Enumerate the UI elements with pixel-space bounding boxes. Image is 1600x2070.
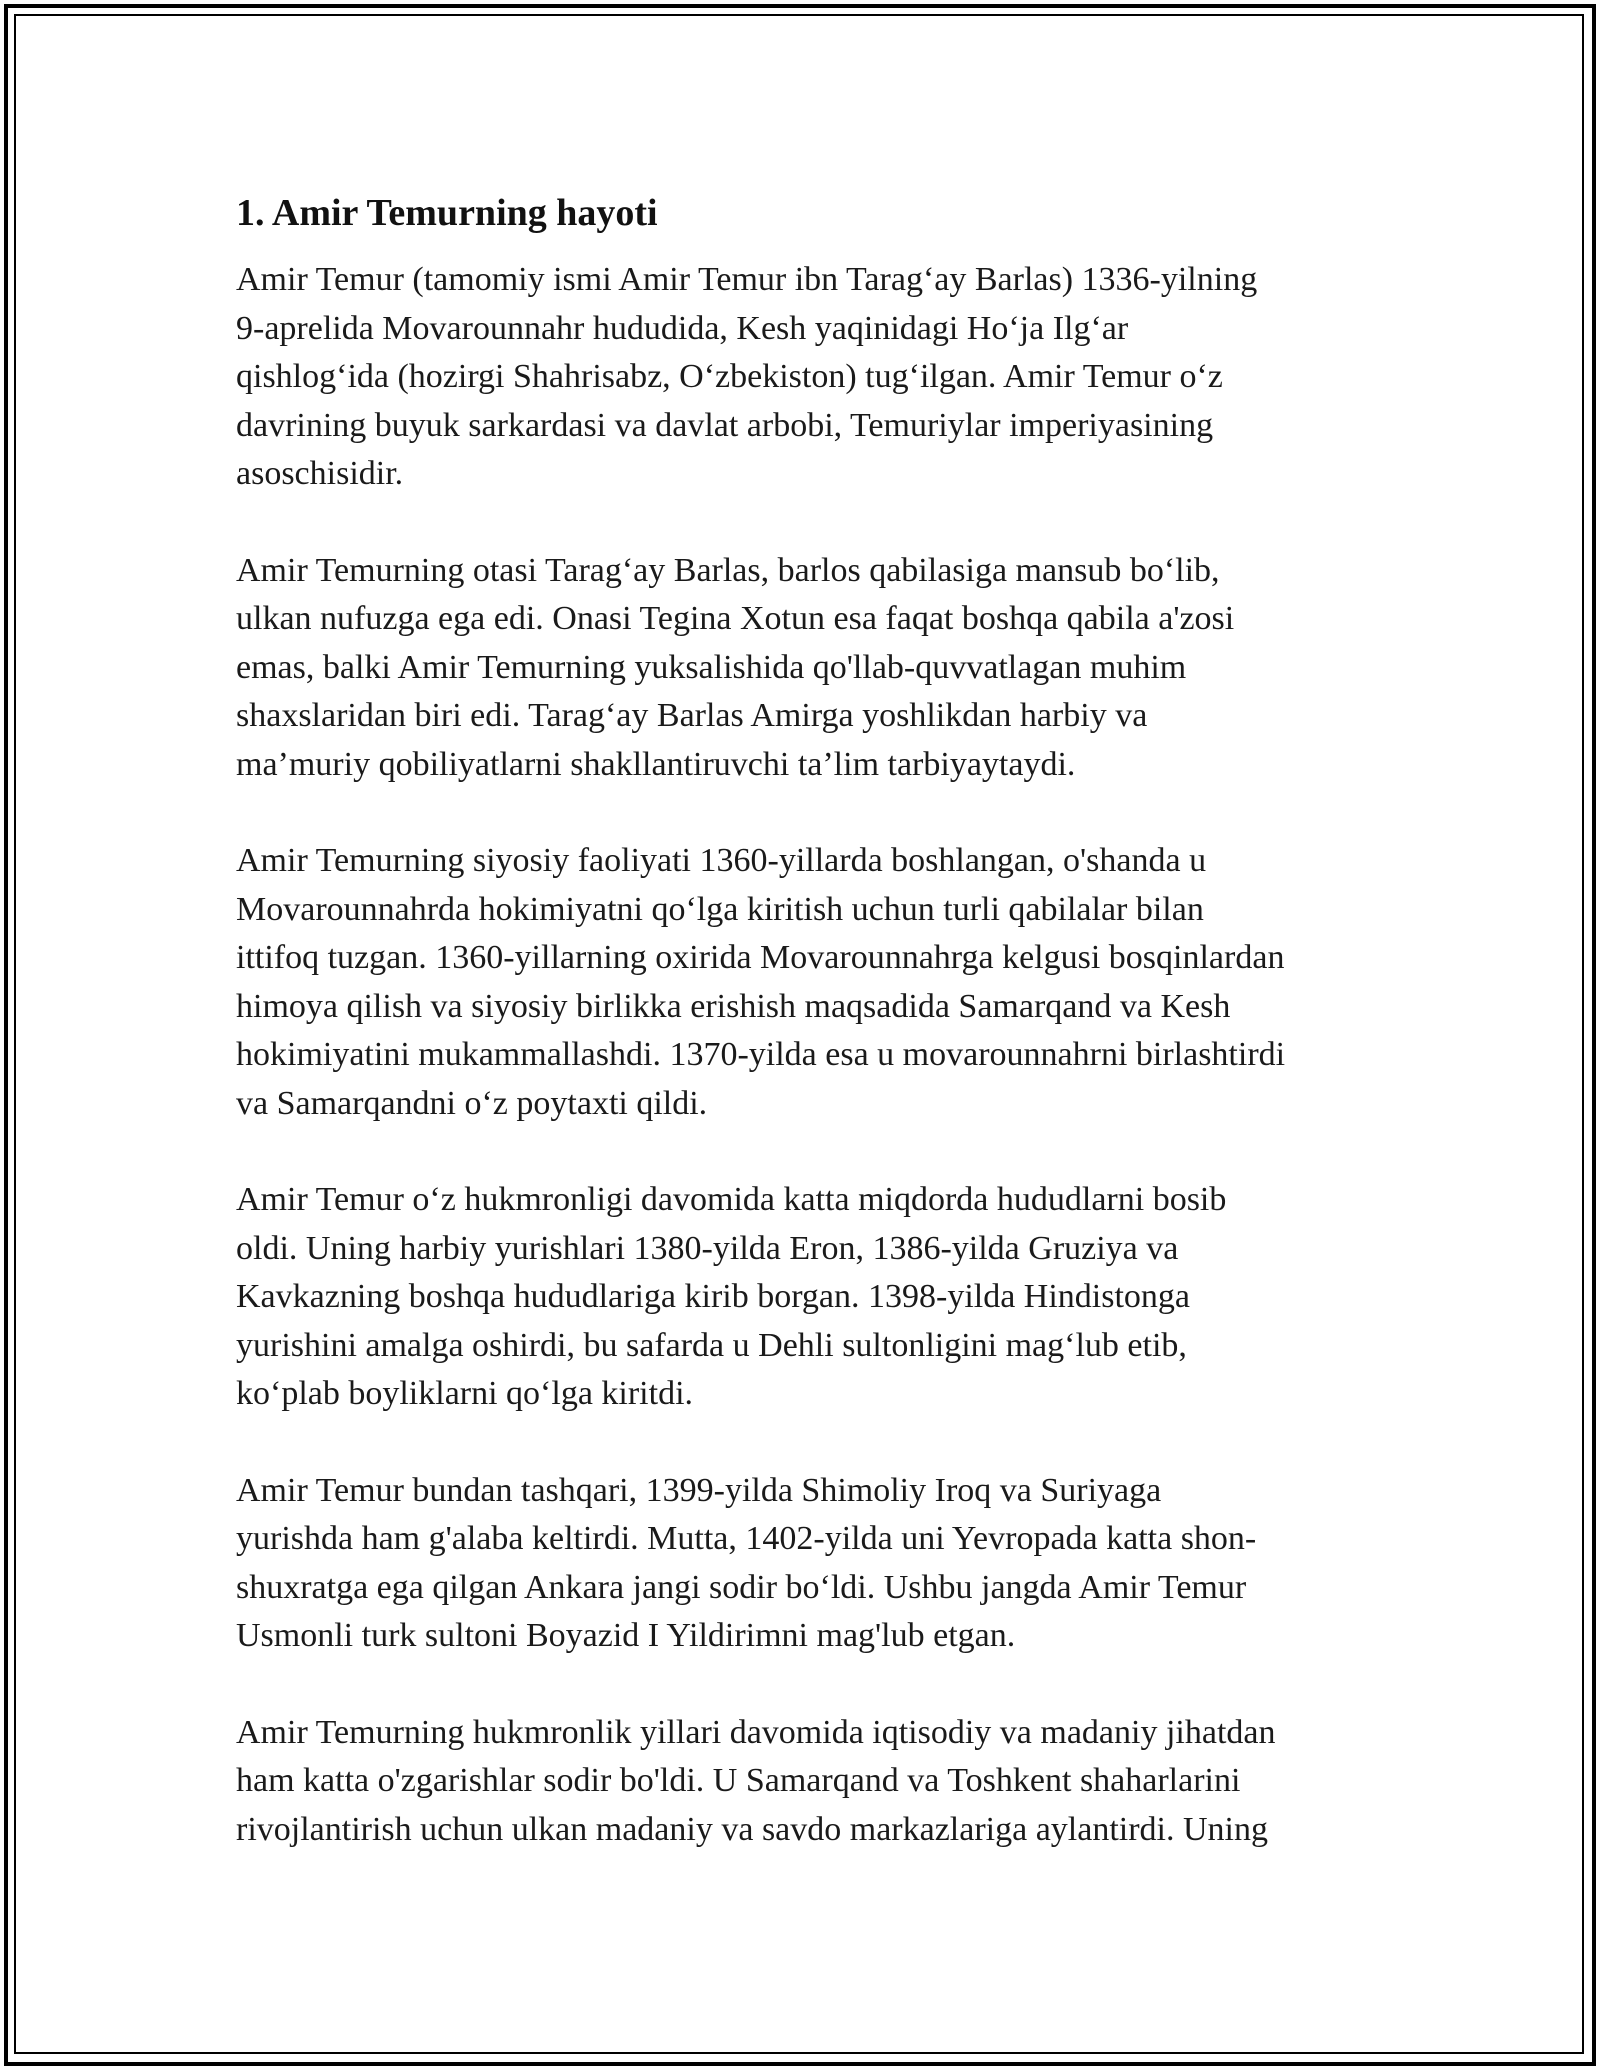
section-heading: 1. Amir Temurning hayoti <box>236 192 658 234</box>
paragraph-birth: Amir Temur (tamomiy ismi Amir Temur ibn Tarag‘ay Barlas) 1336-yilning 9-aprelida Movarounnahr hududida, Kesh yaqinidagi Ho‘ja Ilg‘ar qishlog‘ida (hozirgi Shahrisabz, O‘zbekiston) tug‘ilgan. Amir Temur o‘z davrining buyuk sarkardasi va davlat arbobi, Temuriylar imperiyasining asoschisidir. <box>236 261 1258 492</box>
paragraph-political-career: Amir Temurning siyosiy faoliyati 1360-yillarda boshlangan, o'shanda u Movarounnahrda hokimiyatni qo‘lga kiritish uchun turli qabilalar bilan ittifoq tuzgan. 1360-yillarning oxirida Movarounnahrga kelgusi bosqinlardan himoya qilish va siyosiy birlikka erishish maqsadida Samarqand va Kesh hokimiyatini mukammallashdi. 1370-yilda esa u movarounnahrni birlashtirdi va Samarqandni o‘z poytaxti qildi. <box>236 842 1286 1122</box>
document-body <box>236 186 1366 1902</box>
paragraph-ankara-battle: Amir Temur bundan tashqari, 1399-yilda Shimoliy Iroq va Suriyaga yurishda ham g'alaba keltirdi. Mutta, 1402-yilda uni Yevropada katta shon- shuxratga ega qilgan Ankara jangi sodir bo‘ldi. Ushbu jangda Amir Temur Usmonli turk sultoni Boyazid I Yildirimni mag'lub etgan. <box>236 1471 1257 1654</box>
paragraph-conquests: Amir Temur o‘z hukmronligi davomida katta miqdorda hududlarni bosib oldi. Uning harbiy yurishlari 1380-yilda Eron, 1386-yilda Gruziya va Kavkazning boshqa hududlariga kirib borgan. 1398-yilda Hindistonga yurishini amalga oshirdi, bu safarda u Dehli sultonligini mag‘lub etib, ko‘plab boyliklarni qo‘lga kiritdi. <box>236 1181 1227 1412</box>
paragraph-parents: Amir Temurning otasi Tarag‘ay Barlas, barlos qabilasiga mansub bo‘lib, ulkan nufuzga ega edi. Onasi Tegina Xotun esa faqat boshqa qabila a'zosi emas, balki Amir Temurning yuksalishida qo'llab-quvvatlagan muhim shaxslaridan biri edi. Tarag‘ay Barlas Amirga yoshlikdan harbiy va ma’muriy qobiliyatlarni shakllantiruvchi ta’lim tarbiyaytaydi. <box>236 551 1235 783</box>
paragraph-culture-economy: Amir Temurning hukmronlik yillari davomida iqtisodiy va madaniy jihatdan ham katta o'zgarishlar sodir bo'ldi. U Samarqand va Toshkent shaharlarini rivojlantirish uchun ulkan madaniy va savdo markazlariga aylantirdi. Uning <box>236 1713 1276 1848</box>
